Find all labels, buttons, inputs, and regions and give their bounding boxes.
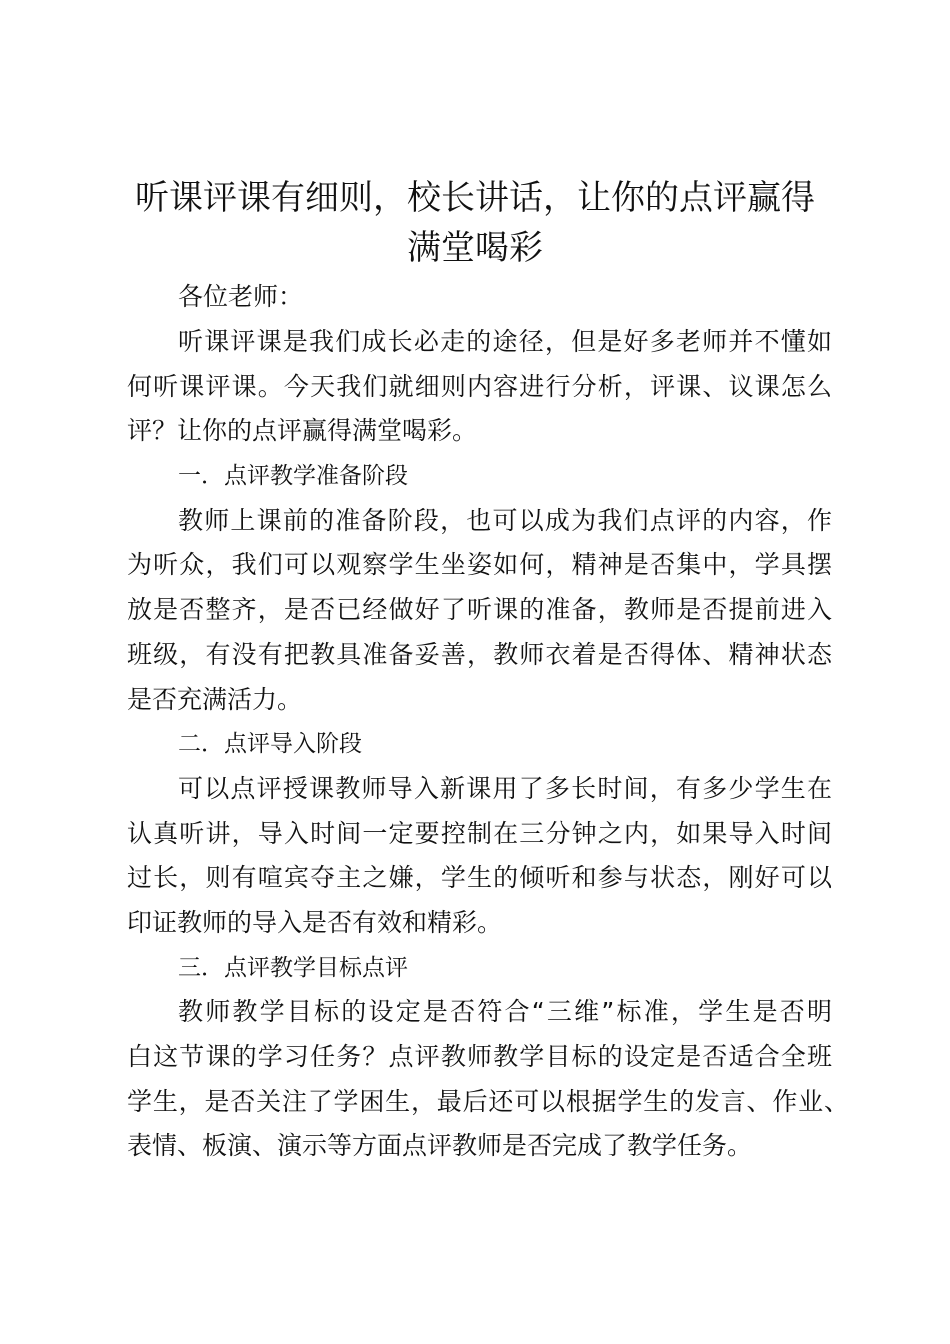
section-3-line-2: 白这节课的学习任务？点评教师教学目标的设定是否适合全班 (127, 1042, 832, 1071)
section-3-line-1: 教师教学目标的设定是否符合“三维”标准，学生是否明 (178, 997, 832, 1026)
section-3-line-3: 学生，是否关注了学困生，最后还可以根据学生的发言、作业、 (127, 1087, 849, 1116)
section-1-line-4: 班级，有没有把教具准备妥善，教师衣着是否得体、精神状态 (127, 640, 832, 669)
section-1-line-3: 放是否整齐，是否已经做好了听课的准备，教师是否提前进入 (127, 595, 832, 624)
intro-line-2: 何听课评课。今天我们就细则内容进行分析，评课、议课怎么 (127, 372, 832, 401)
section-3-line-4: 表情、板演、演示等方面点评教师是否完成了教学任务。 (127, 1131, 753, 1160)
intro-line-1: 听课评课是我们成长必走的途径，但是好多老师并不懂如 (178, 327, 832, 356)
section-2-line-2: 认真听讲，导入时间一定要控制在三分钟之内，如果导入时间 (127, 819, 832, 848)
section-1-line-2: 为听众，我们可以观察学生坐姿如何，精神是否集中，学具摆 (127, 550, 832, 579)
document-title-line-2: 满堂喝彩 (407, 228, 543, 268)
section-heading-1: 一．点评教学准备阶段 (178, 463, 408, 489)
section-2-line-4: 印证教师的导入是否有效和精彩。 (127, 908, 503, 937)
section-heading-2: 二．点评导入阶段 (178, 731, 362, 757)
section-heading-3: 三．点评教学目标点评 (178, 955, 408, 981)
intro-line-3: 评？让你的点评赢得满堂喝彩。 (127, 416, 478, 445)
document-title-line-1: 听课评课有细则，校长讲话，让你的点评赢得 (135, 178, 815, 218)
section-1-line-5: 是否充满活力。 (127, 685, 303, 714)
section-2-line-3: 过长，则有喧宾夺主之嫌，学生的倾听和参与状态，刚好可以 (127, 863, 832, 892)
section-2-line-1: 可以点评授课教师导入新课用了多长时间，有多少学生在 (178, 774, 832, 803)
section-1-line-1: 教师上课前的准备阶段，也可以成为我们点评的内容，作 (178, 506, 832, 535)
greeting: 各位老师： (178, 282, 304, 311)
